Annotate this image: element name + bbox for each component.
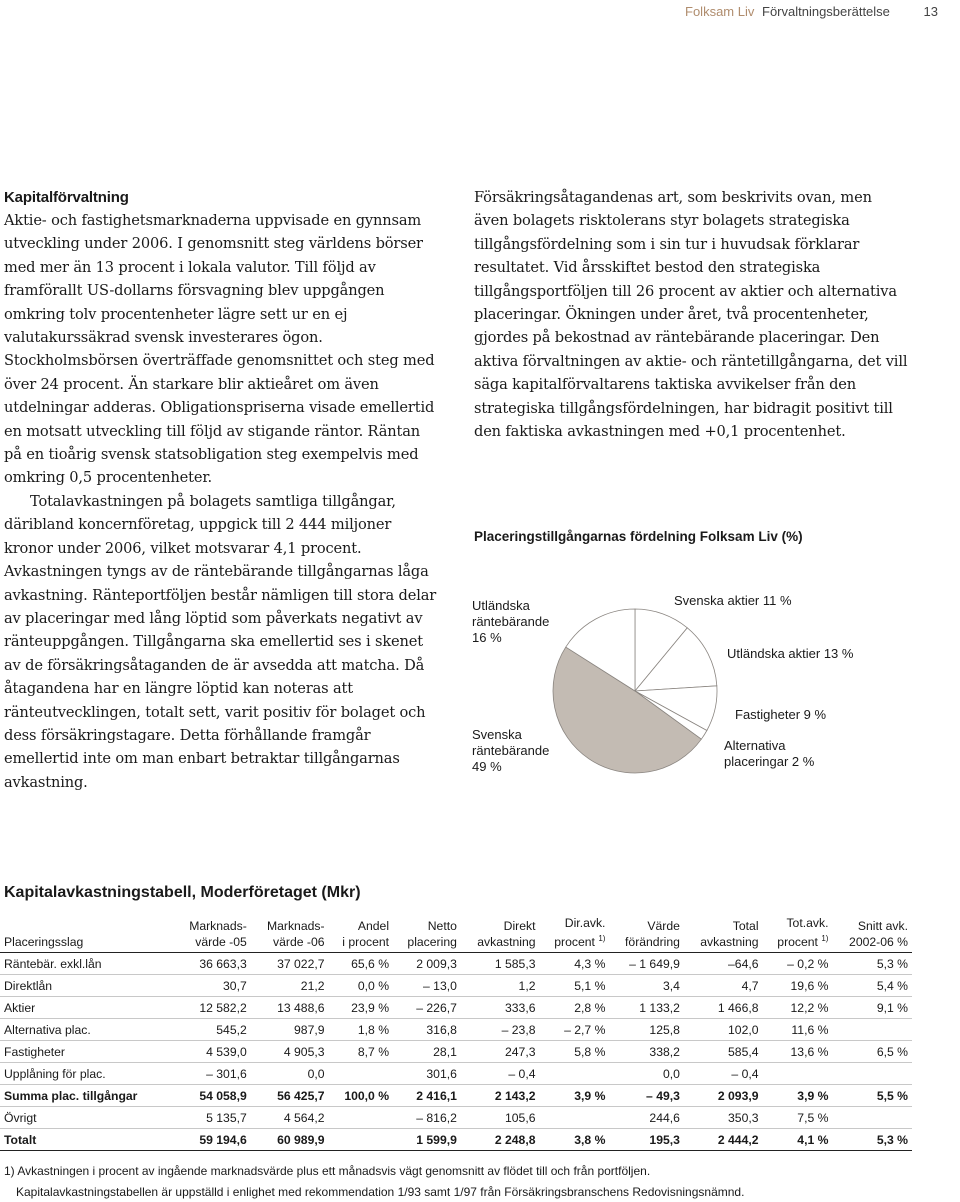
column-header: Direkt avkastning: [477, 919, 536, 950]
section-name: Förvaltningsberättelse: [762, 4, 890, 19]
table-row: [0, 953, 912, 975]
table-cell: 4 905,3: [251, 1041, 329, 1063]
table-cell: 19,6 %: [763, 975, 833, 997]
table-cell: Övrigt: [0, 1107, 173, 1129]
table-cell: [832, 1107, 912, 1129]
label-utlandska-rantebarande: Utländska räntebärande 16 %: [472, 598, 550, 645]
table-cell: – 49,3: [609, 1085, 683, 1107]
table-row: [0, 1085, 912, 1107]
column-header: Total avkastning: [700, 919, 759, 950]
table-cell: 5,8 %: [540, 1041, 610, 1063]
table-cell: 0,0 %: [329, 975, 394, 997]
table-cell: 2 416,1: [393, 1085, 461, 1107]
table-cell: 1 599,9: [393, 1129, 461, 1151]
table-cell: 3,8 %: [540, 1129, 610, 1151]
table-cell: 30,7: [173, 975, 251, 997]
table-row: [0, 1041, 912, 1063]
table-cell: 4 539,0: [173, 1041, 251, 1063]
table-cell: 105,6: [461, 1107, 540, 1129]
table-cell: 1 585,3: [461, 953, 540, 975]
table-cell: 195,3: [609, 1129, 683, 1151]
table-cell: 3,9 %: [763, 1085, 833, 1107]
table-cell: – 226,7: [393, 997, 461, 1019]
table-cell: 3,4: [609, 975, 683, 997]
table-cell: 5 135,7: [173, 1107, 251, 1129]
table-cell: – 2,7 %: [540, 1019, 610, 1041]
table-cell: 13,6 %: [763, 1041, 833, 1063]
table-cell: 36 663,3: [173, 953, 251, 975]
column-header: Marknads- värde -05: [189, 919, 247, 950]
table-cell: [329, 1063, 394, 1085]
column-header: Placeringsslag: [4, 935, 84, 950]
table-cell: 11,6 %: [763, 1019, 833, 1041]
table-cell: 100,0 %: [329, 1085, 394, 1107]
label-utlandska-aktier: Utländska aktier 13 %: [727, 646, 854, 661]
column-header: Marknads- värde -06: [266, 919, 325, 950]
table-cell: 1 133,2: [609, 997, 683, 1019]
pie-slice-svenska-aktier: [635, 609, 687, 691]
table-cell: 5,4 %: [832, 975, 912, 997]
table-row: [0, 1129, 912, 1151]
table-cell: 28,1: [393, 1041, 461, 1063]
table-cell: 333,6: [461, 997, 540, 1019]
right-column: [474, 186, 910, 443]
table-cell: 5,3 %: [832, 1129, 912, 1151]
table-cell: [832, 1063, 912, 1085]
table-cell: Totalt: [0, 1129, 173, 1151]
column-header: Tot.avk. procent $^{1)}$: [777, 916, 829, 950]
table-cell: – 0,4: [461, 1063, 540, 1085]
left-column: [4, 186, 440, 794]
table-cell: Upplåning för plac.: [0, 1063, 173, 1085]
pie-slice-fastigheter: [635, 686, 717, 731]
table-cell: Direktlån: [0, 975, 173, 997]
chart-title: Placeringstillgångarnas fördelning Folksam Liv (%): [474, 529, 803, 544]
table-cell: 5,3 %: [832, 953, 912, 975]
table-cell: – 816,2: [393, 1107, 461, 1129]
table-cell: 4,1 %: [763, 1129, 833, 1151]
column-header: Dir.avk. procent $^{1)}$: [554, 916, 606, 950]
table-cell: 0,0: [609, 1063, 683, 1085]
table-cell: 56 425,7: [251, 1085, 329, 1107]
table-cell: 1 466,8: [684, 997, 763, 1019]
table-cell: [832, 1019, 912, 1041]
return-table: [0, 915, 912, 1151]
column-header: Netto placering: [407, 919, 457, 950]
table-cell: 2 009,3: [393, 953, 461, 975]
table-cell: 2 444,2: [684, 1129, 763, 1151]
table-cell: – 1 649,9: [609, 953, 683, 975]
pie-slice-alternativa-placeringar: [635, 691, 707, 739]
table-cell: 21,2: [251, 975, 329, 997]
table-cell: – 0,4: [684, 1063, 763, 1085]
paragraph-3: Försäkringsåtagandenas art, som beskrivits ovan, men även bolagets risktolerans styr bolagets strategiska tillgångsfördelning som i sin tur i huvudsak förklarar resultatet. Vid årsskiftet bestod den strategiska tillgångsportföljen till 26 procent av aktier och alternativa placeringar. Ökningen under året, två procentenheter, gjordes på bekostnad av räntebärande placeringar. Den aktiva förvaltningen av aktie- och räntetillgångarna, det vill säga kapitalförvaltarens taktiska avvikelser från den strategiska tillgångsfördelningen, har bidragit positivt till den faktiska avkastningen med +0,1 procentenhet.: [474, 189, 908, 441]
label-alternativa: Alternativa placeringar 2 %: [724, 738, 815, 769]
table-cell: 0,0: [251, 1063, 329, 1085]
table-cell: 65,6 %: [329, 953, 394, 975]
table-cell: 585,4: [684, 1041, 763, 1063]
table-cell: 59 194,6: [173, 1129, 251, 1151]
footnote-2: Kapitalavkastningstabellen är uppställd i enlighet med rekommendation 1/93 samt 1/97 från Försäkringsbranschens Redovisningsnämnd.: [16, 1185, 745, 1199]
label-svenska-rantebarande: Svenska räntebärande 49 %: [472, 727, 550, 774]
table-row: [0, 1063, 912, 1085]
table-cell: 54 058,9: [173, 1085, 251, 1107]
pie-slice-utl-ndska-aktier: [635, 628, 717, 691]
table-cell: – 13,0: [393, 975, 461, 997]
table-row: [0, 997, 912, 1019]
table-cell: 12,2 %: [763, 997, 833, 1019]
column-header: Snitt avk. 2002-06 %: [849, 919, 908, 950]
table-cell: [540, 1063, 610, 1085]
table-cell: Räntebär. exkl.lån: [0, 953, 173, 975]
table-cell: 9,1 %: [832, 997, 912, 1019]
table-cell: [763, 1063, 833, 1085]
paragraph-1: Aktie- och fastighetsmarknaderna uppvisade en gynnsam utveckling under 2006. I genomsnitt steg världens börser med mer än 13 procent i lokala valutor. Till följd av framförallt US-dollarns försvagning blev uppgången omkring tolv procentenheter lägre sett ur en ej valutakurssäkrad svensk investerares ögon. Stockholmsbörsen överträffade genomsnittet och steg med över 24 procent. Än starkare blir aktieåret om även utdelningar adderas. Obligationspriserna visade emellertid en motsatt utveckling till följd av stigande räntor. Räntan på en tioårig svensk statsobligation steg exempelvis med omkring 0,5 procentenheter.: [4, 212, 435, 487]
table-cell: Aktier: [0, 997, 173, 1019]
table-cell: 125,8: [609, 1019, 683, 1041]
table-cell: 23,9 %: [329, 997, 394, 1019]
pie-slice-utl-ndska-r-nteb-rande: [566, 609, 635, 691]
table-cell: – 0,2 %: [763, 953, 833, 975]
table-cell: Alternativa plac.: [0, 1019, 173, 1041]
label-svenska-aktier: Svenska aktier 11 %: [674, 593, 792, 608]
table-cell: 2 143,2: [461, 1085, 540, 1107]
table-cell: 13 488,6: [251, 997, 329, 1019]
table-cell: 6,5 %: [832, 1041, 912, 1063]
table-cell: 37 022,7: [251, 953, 329, 975]
table-cell: 102,0: [684, 1019, 763, 1041]
table-cell: 350,3: [684, 1107, 763, 1129]
table-cell: 4,7: [684, 975, 763, 997]
label-fastigheter: Fastigheter 9 %: [735, 707, 827, 722]
column-header: Andel i procent: [342, 919, 390, 950]
page-number: 13: [923, 4, 938, 19]
table-cell: 5,5 %: [832, 1085, 912, 1107]
table-cell: 2,8 %: [540, 997, 610, 1019]
table-cell: 12 582,2: [173, 997, 251, 1019]
page-header: [685, 4, 938, 19]
table-cell: 987,9: [251, 1019, 329, 1041]
paragraph-2: Totalavkastningen på bolagets samtliga tillgångar, däribland koncernföretag, uppgick till 2 444 miljoner kronor under 2006, vilket motsvarar 4,1 procent. Avkastningen tyngs av de räntebärande tillgångarnas låga avkastning. Ränteportföljen består nämligen till stora delar av placeringar med lång löptid som påverkats negativt av ränteuppgången. Tillgångarna ska emellertid ses i skenet av de försäkringsåtaganden de är avsedda att matcha. Då åtagandena har en längre löptid kan noteras att ränteutvecklingen, totalt sett, varit positiv för bolaget och dess försäkringstagare. Detta förhållande framgår emellertid inte om man enbart betraktar tillgångarnas avkastning.: [4, 492, 437, 791]
table-cell: 247,3: [461, 1041, 540, 1063]
table-cell: 1,2: [461, 975, 540, 997]
table-cell: 8,7 %: [329, 1041, 394, 1063]
table-row: [0, 1107, 912, 1129]
table-cell: 5,1 %: [540, 975, 610, 997]
table-cell: 301,6: [393, 1063, 461, 1085]
table-cell: – 301,6: [173, 1063, 251, 1085]
table-cell: [329, 1107, 394, 1129]
table-row: [0, 1019, 912, 1041]
table-cell: 2 093,9: [684, 1085, 763, 1107]
table-cell: 2 248,8: [461, 1129, 540, 1151]
footnote-1: 1) Avkastningen i procent av ingående marknadsvärde plus ett månadsvis vägt genomsnitt av flödet till och från portföljen.: [4, 1164, 651, 1178]
table-cell: 4 564,2: [251, 1107, 329, 1129]
table-cell: Fastigheter: [0, 1041, 173, 1063]
table-title: Kapitalavkastningstabell, Moderföretaget (Mkr): [4, 884, 361, 901]
table-cell: [540, 1107, 610, 1129]
table-cell: 4,3 %: [540, 953, 610, 975]
table-cell: 244,6: [609, 1107, 683, 1129]
table-row: [0, 975, 912, 997]
table-cell: –64,6: [684, 953, 763, 975]
column-header: Värde förändring: [625, 919, 680, 950]
table-cell: – 23,8: [461, 1019, 540, 1041]
table-cell: 60 989,9: [251, 1129, 329, 1151]
section-heading: Kapitalförvaltning: [4, 189, 129, 206]
table-cell: [329, 1129, 394, 1151]
table-cell: 338,2: [609, 1041, 683, 1063]
table-cell: 1,8 %: [329, 1019, 394, 1041]
table-cell: 7,5 %: [763, 1107, 833, 1129]
table-cell: Summa plac. tillgångar: [0, 1085, 173, 1107]
table-cell: 316,8: [393, 1019, 461, 1041]
pie-slice-svenska-r-nteb-rande: [553, 647, 701, 773]
table-cell: 545,2: [173, 1019, 251, 1041]
brand-name: Folksam Liv: [685, 4, 755, 19]
table-cell: 3,9 %: [540, 1085, 610, 1107]
